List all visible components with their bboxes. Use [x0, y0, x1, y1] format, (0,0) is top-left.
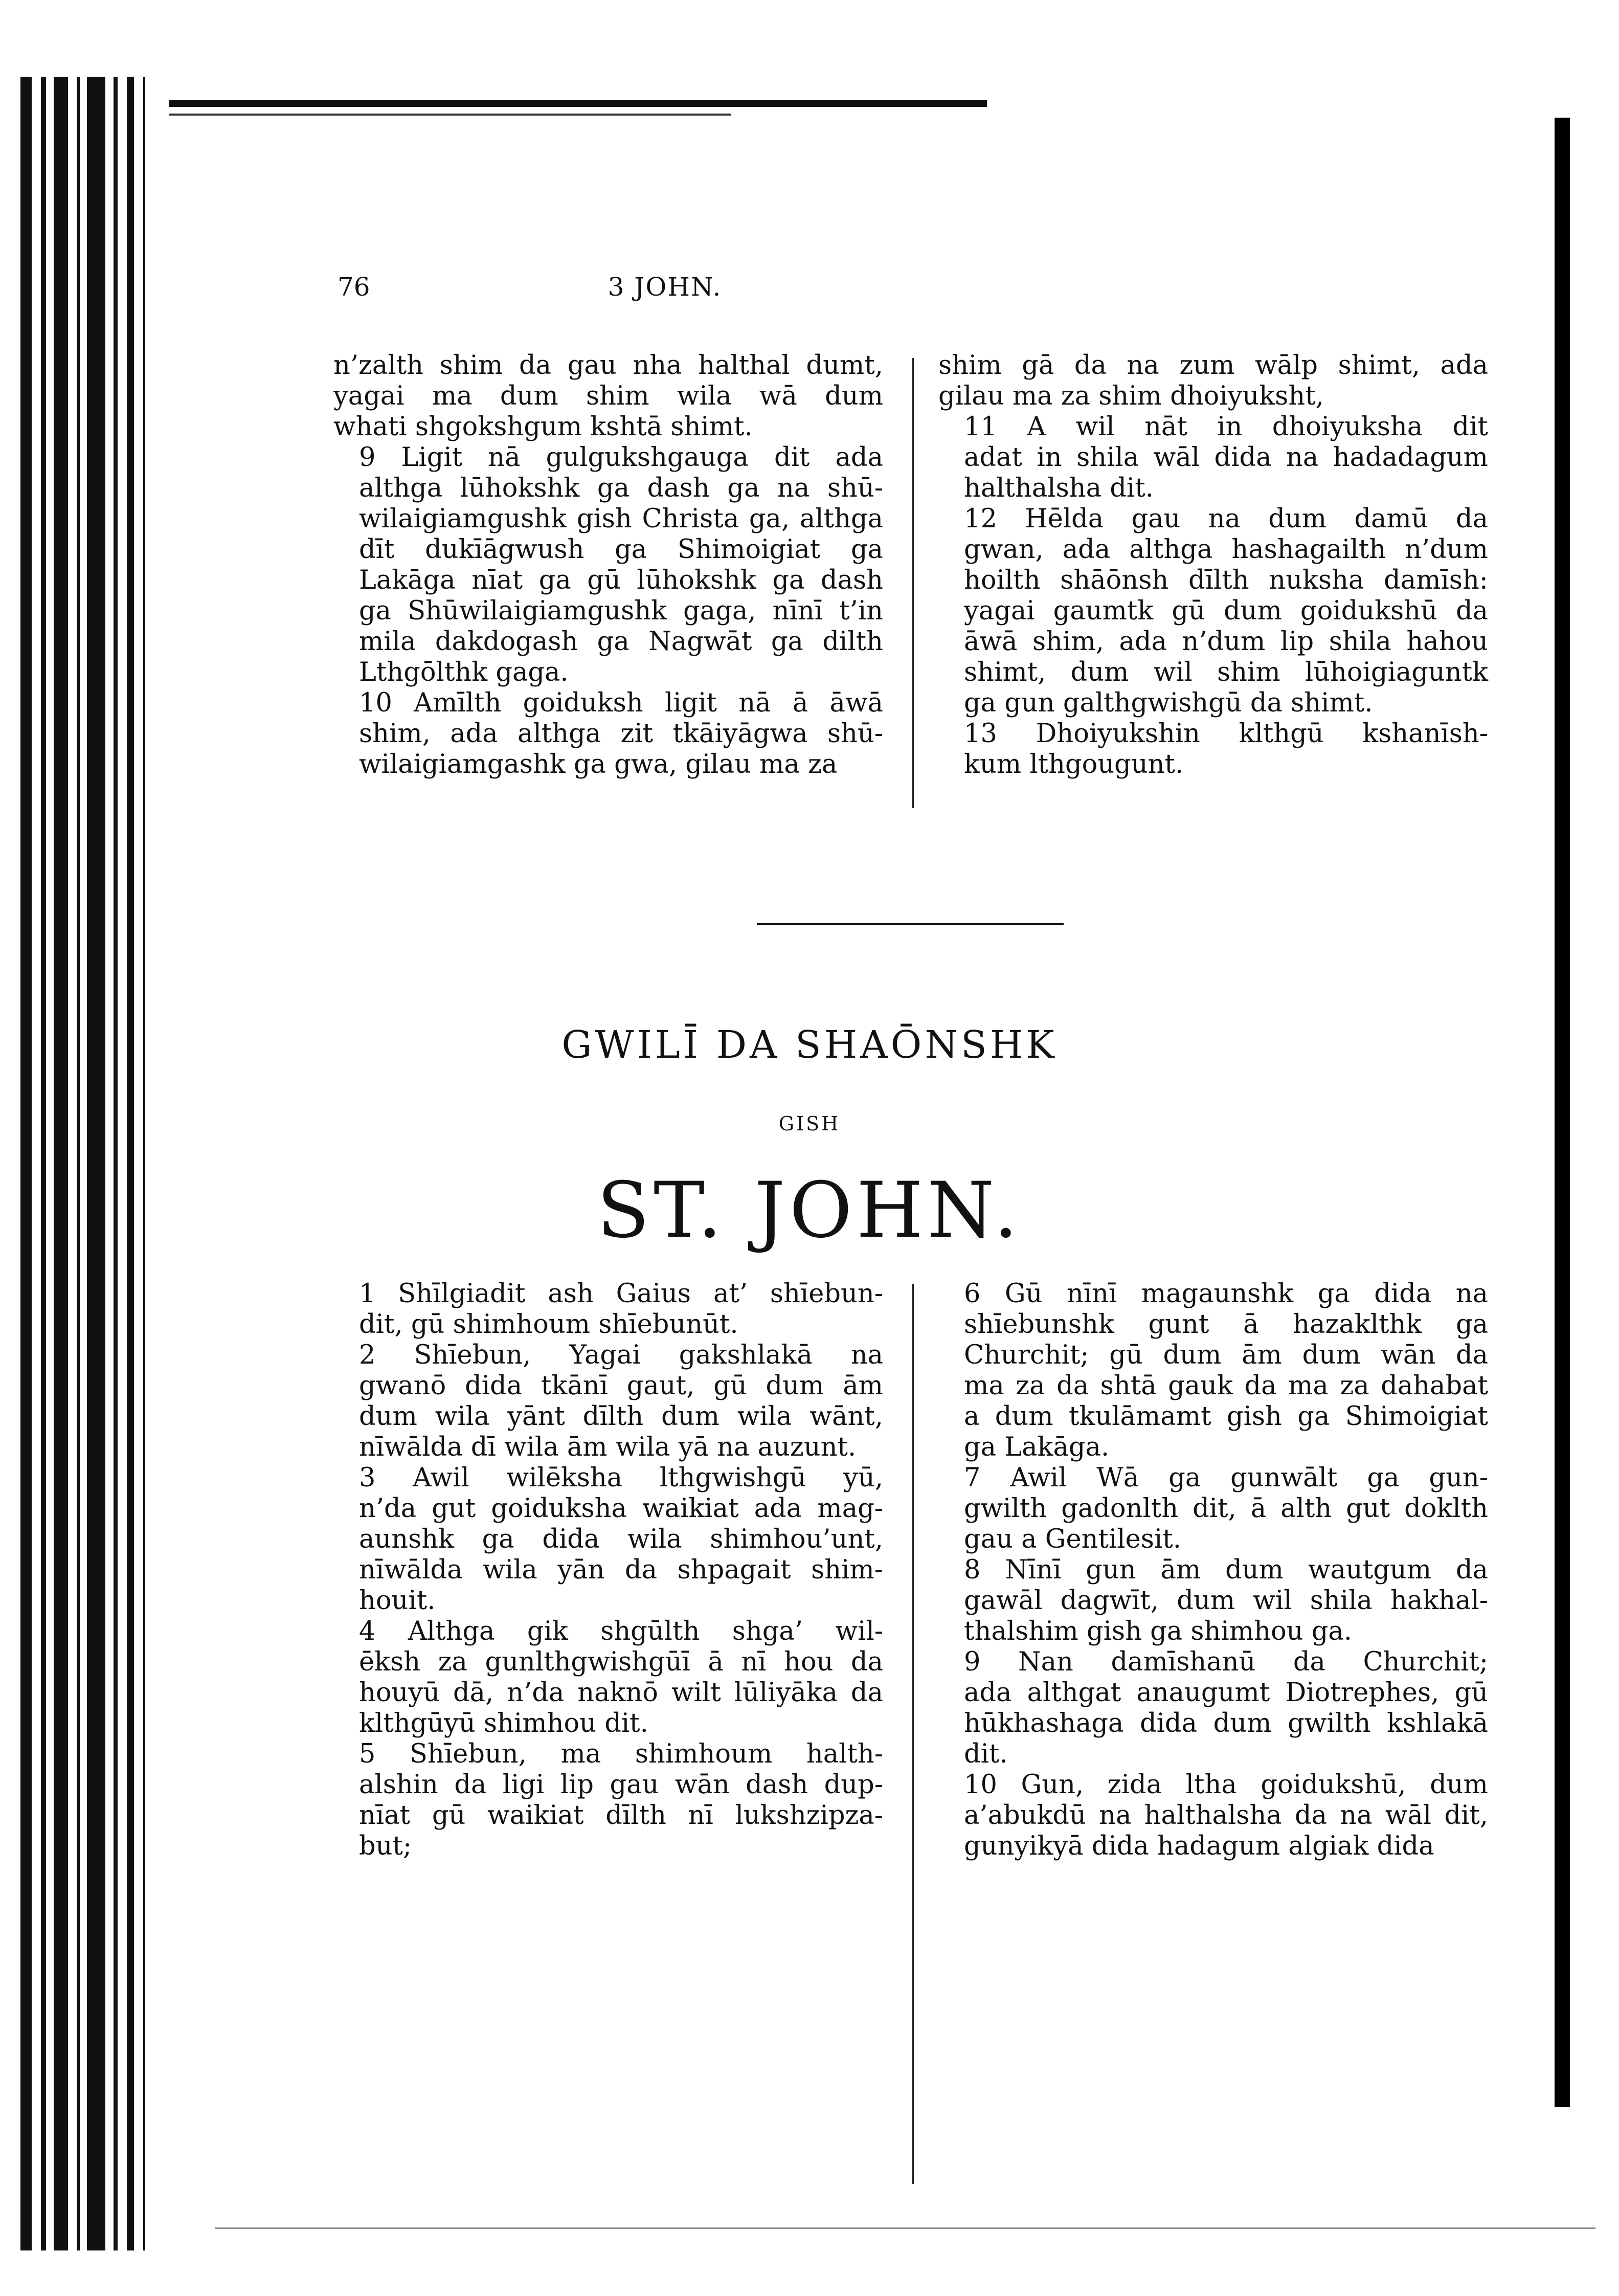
section-divider-rule [757, 923, 1064, 925]
text-line: dit. [964, 1739, 1008, 1769]
text-line: ēksh za gunlthgwishgūī ā nī hou da [359, 1647, 883, 1677]
text-line: Lakāga nīat ga gū lūhokshk ga dash [359, 565, 883, 595]
text-line: shim gā da na zum wālp shimt, ada [938, 350, 1488, 381]
text-line: 8 Nīnī gun ām dum wautgum da [964, 1555, 1488, 1585]
text-line: gawāl dagwīt, dum wil shila hakhal- [964, 1586, 1488, 1616]
text-line: klthgūyū shimhou dit. [359, 1708, 648, 1738]
verse-paragraph [938, 412, 1488, 504]
text-line: ga Lakāga. [964, 1432, 1110, 1462]
text-line: gau a Gentilesit. [964, 1524, 1181, 1554]
text-line: āwā shim, ada n’dum lip shila hahou [964, 627, 1488, 657]
text-line: dum wila yānt dīlth dum wila wānt, [359, 1401, 883, 1432]
text-line: mila dakdogash ga Nagwāt ga dilth [359, 627, 883, 657]
text-line: 9 Ligit nā gulgukshgauga dit ada [359, 442, 883, 473]
text-line: ga Shūwilaigiamgushk gaga, nīnī t’in [359, 596, 883, 626]
text-line: 1 Shīlgiadit ash Gaius at’ shīebun- [359, 1279, 883, 1309]
verse-paragraph [333, 1463, 883, 1616]
text-line: dīt dukīāgwush ga Shimoigiat ga [359, 534, 883, 565]
top-border-rule-thin [169, 114, 731, 116]
verse-paragraph [333, 1739, 883, 1862]
top-left-column [333, 350, 883, 780]
text-line: Churchit; gū dum ām dum wān da [964, 1340, 1488, 1370]
text-line: thalshim gish ga shimhou ga. [964, 1616, 1352, 1646]
text-line: 7 Awil Wā ga gunwālt ga gun- [964, 1463, 1488, 1493]
text-line: houyū dā, n’da naknō wilt lūliyāka da [359, 1678, 883, 1708]
text-line: halthalsha dit. [964, 473, 1154, 503]
verse-paragraph [333, 442, 883, 688]
verse-paragraph [938, 719, 1488, 780]
binding-edge [0, 77, 153, 2250]
verse-paragraph [333, 688, 883, 780]
text-line: a’abukdū na halthalsha da na wāl dit, [964, 1800, 1488, 1831]
text-line: 13 Dhoiyukshin klthgū kshanīsh- [964, 719, 1488, 749]
text-line: houit. [359, 1586, 436, 1616]
text-line: gunyikyā dida hadagum algiak dida [964, 1831, 1434, 1861]
text-line: Lthgōlthk gaga. [359, 657, 569, 687]
text-line: yagai ma dum shim wila wā dum [333, 381, 883, 411]
text-line: ma za da shtā gauk da ma za dahabat [964, 1371, 1488, 1401]
verse-paragraph [938, 1463, 1488, 1555]
verse-paragraph [938, 1647, 1488, 1770]
bottom-left-column [333, 1279, 883, 1862]
book-name: ST. JOHN. [597, 1166, 1022, 1255]
text-line: a dum tkulāmamt gish ga Shimoigiat [964, 1401, 1488, 1432]
text-line: 6 Gū nīnī magaunshk ga dida na [964, 1279, 1488, 1309]
running-title: 3 JOHN. [608, 272, 722, 302]
text-line: gwanō dida tkānī gaut, gū dum ām [359, 1371, 883, 1401]
text-line: 10 Gun, zida ltha goidukshū, dum [964, 1770, 1488, 1800]
text-line: n’da gut goiduksha waikiat ada mag- [359, 1493, 883, 1524]
text-line: gwilth gadonlth dit, ā alth gut doklth [964, 1493, 1488, 1524]
page-header [338, 272, 992, 313]
text-line: adat in shila wāl dida na hadadagum [964, 442, 1488, 473]
bottom-edge-rule [215, 2227, 1595, 2229]
text-line: 3 Awil wilēksha lthgwishgū yū, [359, 1463, 883, 1493]
text-line: whati shgokshgum kshtā shimt. [333, 412, 753, 442]
continued-paragraph [333, 350, 883, 442]
top-right-column [938, 350, 1488, 780]
top-border-rule [169, 100, 987, 107]
text-line: n’zalth shim da gau nha halthal dumt, [333, 350, 883, 381]
text-line: shīebunshk gunt ā hazaklthk ga [964, 1309, 1488, 1340]
verse-paragraph [938, 1770, 1488, 1862]
text-line: 9 Nan damīshanū da Churchit; [964, 1647, 1488, 1677]
text-line: but; [359, 1831, 412, 1861]
text-line: nīat gū waikiat dīlth nī lukshzipza- [359, 1800, 883, 1831]
verse-paragraph [333, 1340, 883, 1463]
text-line: alshin da ligi lip gau wān dash dup- [359, 1770, 883, 1800]
text-line: wilaigiamgashk ga gwa, gilau ma za [359, 749, 838, 779]
text-line: hoilth shāōnsh dīlth nuksha damīsh: [964, 565, 1488, 595]
verse-paragraph [938, 1555, 1488, 1647]
verse-paragraph [333, 1279, 883, 1340]
text-line: 12 Hēlda gau na dum damū da [964, 504, 1488, 534]
continued-paragraph [938, 350, 1488, 412]
text-line: shimt, dum wil shim lūhoigiaguntk [964, 657, 1488, 687]
text-line: 5 Shīebun, ma shimhoum halth- [359, 1739, 883, 1769]
text-line: althga lūhokshk ga dash ga na shū- [359, 473, 883, 503]
verse-paragraph [938, 504, 1488, 719]
text-line: 4 Althga gik shgūlth shga’ wil- [359, 1616, 883, 1646]
text-line: 10 Amīlth goiduksh ligit nā ā āwā [359, 688, 883, 718]
text-line: gwan, ada althga hashagailth n’dum [964, 534, 1488, 565]
text-line: ga gun galthgwishgū da shimt. [964, 688, 1373, 718]
text-line: nīwālda wila yān da shpagait shim- [359, 1555, 883, 1585]
column-divider [912, 1284, 914, 2184]
text-line: kum lthgougunt. [964, 749, 1184, 779]
bottom-right-column [938, 1279, 1488, 1862]
text-line: 2 Shīebun, Yagai gakshlakā na [359, 1340, 883, 1370]
text-line: 11 A wil nāt in dhoiyuksha dit [964, 412, 1488, 442]
text-line: nīwālda dī wila ām wila yā na auzunt. [359, 1432, 857, 1462]
book-title-connector: GISH [778, 1112, 841, 1135]
text-line: wilaigiamgushk gish Christa ga, althga [359, 504, 883, 534]
text-line: ada althgat anaugumt Diotrephes, gū [964, 1678, 1488, 1708]
text-line: hūkhashaga dida dum gwilth kshlakā [964, 1708, 1488, 1738]
text-line: aunshk ga dida wila shimhou’unt, [359, 1524, 883, 1554]
verse-paragraph [333, 1616, 883, 1739]
text-line: shim, ada althga zit tkāiyāgwa shū- [359, 719, 883, 749]
book-title: GWILĪ DA SHAŌNSHK [561, 1023, 1058, 1067]
text-line: dit, gū shimhoum shīebunūt. [359, 1309, 738, 1340]
page-number: 76 [338, 272, 370, 302]
text-line: gilau ma za shim dhoiyuksht, [938, 381, 1324, 411]
text-line: yagai gaumtk gū dum goidukshū da [964, 596, 1488, 626]
verse-paragraph [938, 1279, 1488, 1463]
column-divider [912, 358, 914, 808]
